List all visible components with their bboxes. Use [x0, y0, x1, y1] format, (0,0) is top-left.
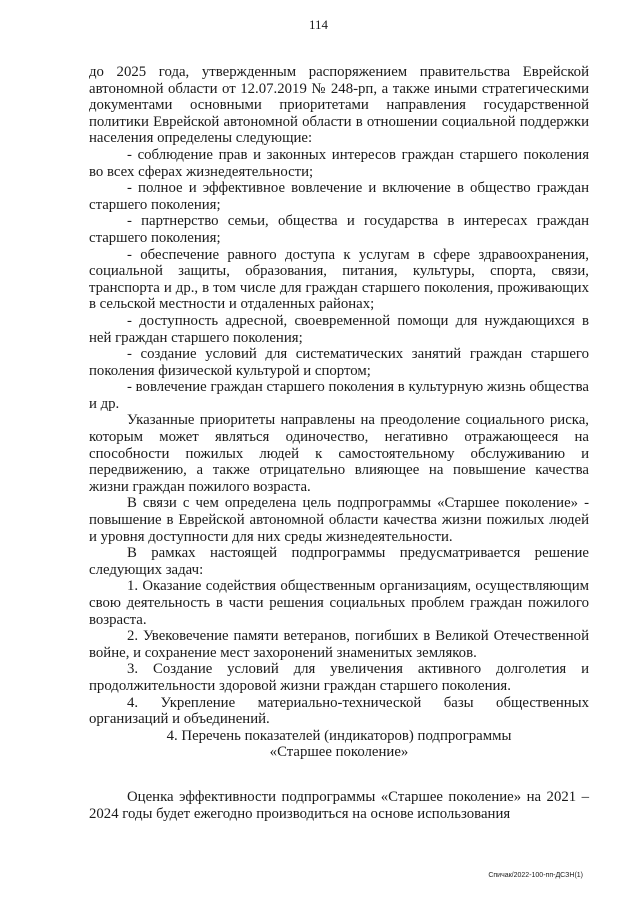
paragraph: 3. Создание условий для увеличения активного долголетия и продолжительности здоровой жизни граждан старшего поколения. — [89, 661, 589, 694]
paragraph: - полное и эффективное вовлечение и включение в общество граждан старшего поколения; — [89, 180, 589, 213]
document-footer-code: Спичак/2022-100-пп-ДСЗН(1) — [488, 872, 583, 879]
paragraph: - обеспечение равного доступа к услугам в сфере здравоохранения, социальной защиты, образования, питания, культуры, спорта, связи, транспорта и др., в том числе для граждан старшего поколения, проживающих в сельской местности и отдаленных районах; — [89, 246, 589, 313]
section-heading: 4. Перечень показателей (индикаторов) подпрограммы — [166, 727, 512, 744]
paragraph: В связи с чем определена цель подпрограммы «Старшее поколение» - повышение в Еврейской автономной области качества жизни пожилых людей и уровня доступности для них среды жизнедеятельности. — [89, 495, 589, 545]
paragraph: 2. Увековечение памяти ветеранов, погибших в Великой Отечественной войне, и сохранение мест захоронений знаменитых земляков. — [89, 628, 589, 661]
paragraph: - доступность адресной, своевременной помощи для нуждающихся в ней граждан старшего поколения; — [89, 312, 589, 346]
document-body — [89, 64, 589, 822]
section-heading: «Старшее поколение» — [269, 744, 409, 761]
paragraph: 4. Укрепление материально-технической базы общественных организаций и объединений. — [89, 694, 589, 728]
page-number: 114 — [308, 17, 329, 32]
paragraph: 1. Оказание содействия общественным организациям, осуществляющим свою деятельность в части решения социальных проблем граждан пожилого возраста. — [89, 578, 589, 628]
paragraph: Указанные приоритеты направлены на преодоление социального риска, которым может являться одиночество, негативно отражающееся на способности пожилых людей к самостоятельному обслуживанию и передвижению, а также отрицательно влияющее на повышение качества жизни граждан пожилого возраста. — [89, 412, 589, 495]
paragraph: - соблюдение прав и законных интересов граждан старшего поколения во всех сферах жизнедеятельности; — [89, 146, 589, 180]
paragraph: - создание условий для систематических занятий граждан старшего поколения физической культурой и спортом; — [89, 346, 589, 379]
paragraph: - партнерство семьи, общества и государства в интересах граждан старшего поколения; — [89, 213, 589, 246]
paragraph: - вовлечение граждан старшего поколения в культурную жизнь общества и др. — [89, 379, 589, 412]
paragraph: В рамках настоящей подпрограммы предусматривается решение следующих задач: — [89, 545, 589, 578]
paragraph: до 2025 года, утвержденным распоряжением правительства Еврейской автономной области от 12.07.2019 № 248-рп, а также иными стратегическими документами основными приоритетами направления государственной политики Еврейской автономной области в отношении социальной поддержки населения определены следующие: — [89, 64, 589, 147]
spacer — [89, 761, 589, 789]
paragraph: Оценка эффективности подпрограммы «Старшее поколение» на 2021 – 2024 годы будет ежегодно производиться на основе использования — [89, 788, 589, 822]
